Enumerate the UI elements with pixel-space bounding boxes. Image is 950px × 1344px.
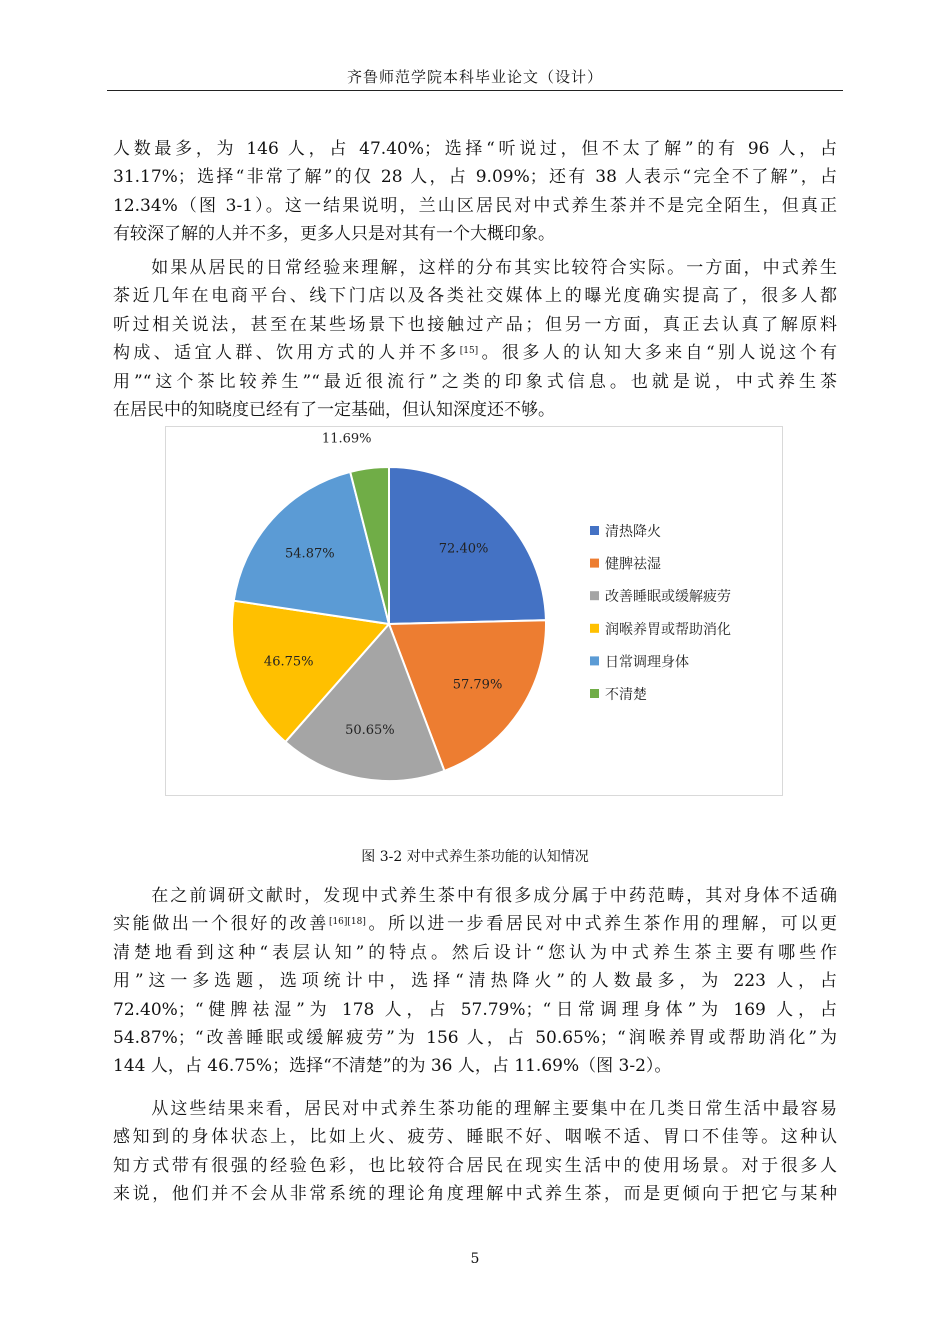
text-line: 用”这一多选题，选项统计中，选择“清热降火”的人数最多，为 223 人，占 xyxy=(113,971,837,992)
pie-data-label: 50.65% xyxy=(345,723,395,739)
legend-swatch xyxy=(590,689,599,698)
page-number: 5 xyxy=(470,1251,480,1267)
legend-label: 日常调理身体 xyxy=(605,654,689,671)
paragraph-3 xyxy=(113,882,837,1081)
text-line: 31.17%；选择“非常了解”的仅 28 人，占 9.09%；还有 38 人表示“完全不了解”，占 xyxy=(113,167,837,188)
text-segment: 。所以进一步看居民对中式养生茶作用的理解，可以更 xyxy=(365,914,837,935)
citation-ref: [15] xyxy=(459,346,479,357)
text-segment: 实能做出一个很好的改善 xyxy=(113,914,329,935)
citation-ref: [16][18] xyxy=(328,917,366,928)
legend-label: 润喉养胃或帮助消化 xyxy=(605,621,731,638)
text-line: 茶近几年在电商平台、线下门店以及各类社交媒体上的曝光度确实提高了，很多人都 xyxy=(113,286,837,307)
legend-swatch xyxy=(590,624,599,633)
legend-swatch xyxy=(590,656,599,665)
legend-label: 不清楚 xyxy=(605,687,647,703)
legend-label: 改善睡眠或缓解疲劳 xyxy=(605,589,731,606)
text-line: 听过相关说法，甚至在某些场景下也接触过产品；但另一方面，真正去认真了解原料 xyxy=(113,314,837,335)
pie-data-label: 11.69% xyxy=(321,431,372,447)
text-line: 从这些结果来看，居民对中式养生茶功能的理解主要集中在几类日常生活中最容易 xyxy=(113,1099,837,1119)
text-line: 清楚地看到这种“表层认知”的特点。然后设计“您认为中式养生茶主要有哪些作 xyxy=(113,942,837,963)
running-header: 齐鲁师范学院本科毕业论文（设计） xyxy=(346,68,603,86)
text-line: 在居民中的知晓度已经有了一定基础，但认知深度还不够。 xyxy=(113,399,555,420)
text-line: 54.87%；“改善睡眠或缓解疲劳”为 156 人，占 50.65%；“润喉养胃或帮助消化”为 xyxy=(113,1027,837,1048)
paragraph-2 xyxy=(113,254,837,424)
text-line xyxy=(113,910,837,938)
paragraph-1 xyxy=(113,135,837,249)
text-line: 有较深了解的人并不多，更多人只是对其有一个大概印象。 xyxy=(113,224,555,245)
text-line: 来说，他们并不会从非常系统的理论角度理解中式养生茶，而是更倾向于把它与某种 xyxy=(113,1184,837,1205)
text-line: 在之前调研文献时，发现中式养生茶中有很多成分属于中药范畴，其对身体不适确 xyxy=(113,886,837,906)
pie-data-label: 46.75% xyxy=(263,654,314,670)
text-segment: 。很多人的认知大多来自“别人说这个有 xyxy=(478,343,837,364)
pie-data-label: 54.87% xyxy=(285,546,335,562)
text-line: 如果从居民的日常经验来理解，这样的分布其实比较符合实际。一方面，中式养生 xyxy=(113,258,837,278)
text-line: 72.40%；“健脾祛湿”为 178 人，占 57.79%；“日常调理身体”为 169 人，占 xyxy=(113,999,837,1020)
text-line: 用”“这个茶比较养生”“最近很流行”之类的印象式信息。也就是说，中式养生茶 xyxy=(113,371,837,392)
legend-swatch xyxy=(590,526,599,535)
legend-swatch xyxy=(590,591,599,600)
legend-label: 健脾祛湿 xyxy=(605,556,661,573)
text-line: 144 人，占 46.75%；选择“不清楚”的为 36 人，占 11.69%（图 3-2）。 xyxy=(113,1056,672,1077)
header-rule xyxy=(107,90,843,91)
text-line xyxy=(113,339,837,367)
text-line: 12.34%（图 3-1）。这一结果说明，兰山区居民对中式养生茶并不是完全陌生，但真正 xyxy=(113,195,837,216)
pie-data-label: 57.79% xyxy=(452,677,503,693)
pie-chart-figure xyxy=(165,426,783,796)
paragraph-4 xyxy=(113,1095,837,1209)
text-line: 知方式带有很强的经验色彩，也比较符合居民在现实生活中的使用场景。对于很多人 xyxy=(113,1155,837,1176)
figure-caption: 图 3-2 对中式养生茶功能的认知情况 xyxy=(361,849,589,865)
text-line: 人数最多，为 146 人，占 47.40%；选择“听说过，但不太了解”的有 96 人，占 xyxy=(113,139,837,159)
text-line: 感知到的身体状态上，比如上火、疲劳、睡眠不好、咽喉不适、胃口不佳等。这种认 xyxy=(113,1127,837,1148)
pie-data-label: 72.40% xyxy=(438,541,489,557)
legend-swatch xyxy=(590,559,599,568)
text-segment: 构成、适宜人群、饮用方式的人并不多 xyxy=(113,343,460,364)
pie-chart xyxy=(166,427,784,797)
legend-label: 清热降火 xyxy=(605,524,661,540)
